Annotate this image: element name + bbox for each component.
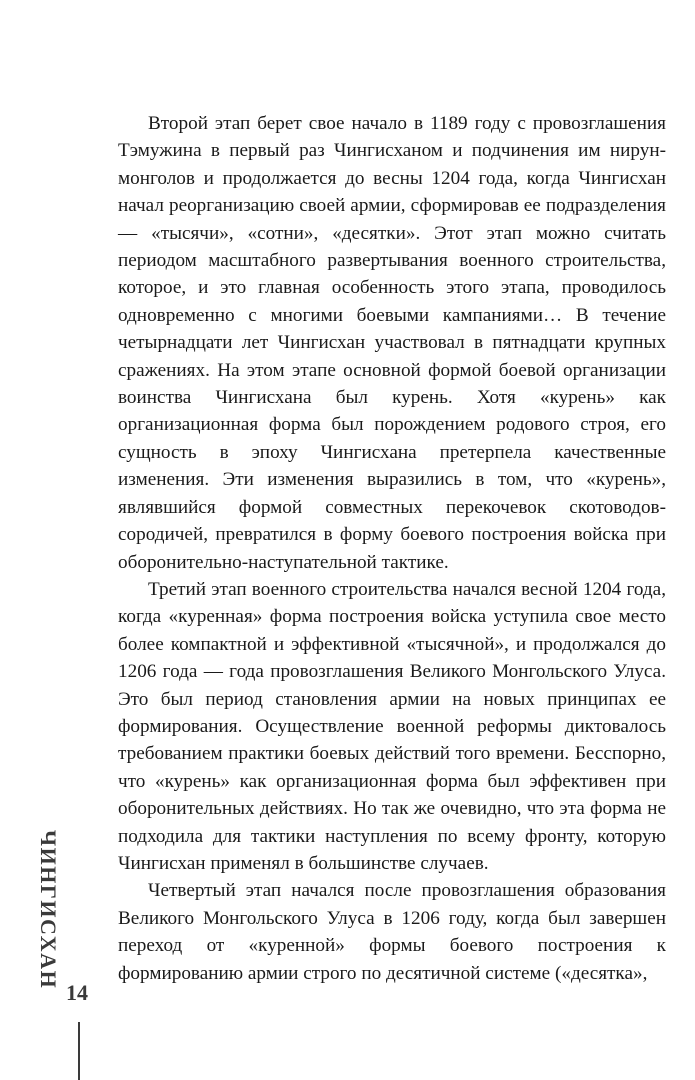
page-number: 14	[66, 980, 88, 1005]
paragraph-fourth-stage: Четвертый этап начался после провозглашения образования Великого Монгольского Улуса в 1206 году, когда был завершен переход от «куренной» формы боевого построения к формированию армии строго по десятичной системе («десятка»,	[118, 880, 666, 984]
paragraph-second-stage: Второй этап берет свое начало в 1189 году с провозглашения Тэмужина в первый раз Чингисханом и подчинения им нирун-монголов и продолжается до весны 1204 года, когда Чингисхан начал реорганизацию своей армии, сформировав ее подразделения — «тысячи», «сотни», «десятки». Этот этап можно считать периодом масштабного развертывания военного строительства, которое, и это главная особенность этого этапа, проводилось одновременно с многими боевыми кампаниями… В течение четырнадцати лет Чингисхан участвовал в пятнадцати крупных сражениях. На этом этапе основной формой боевой организации воинства Чингисхана был курень. Хотя «курень» как организационная форма был порождением родового строя, его сущность в эпоху Чингисхана претерпела качественные изменения. Эти изменения выразились в том, что «курень», являвшийся формой совместных перекочевок скотоводов-сородичей, превратился в форму боевого построения войска при оборонительно-наступательной тактике.	[118, 113, 666, 573]
body-text	[118, 110, 666, 987]
paragraph-third-stage: Третий этап военного строительства начался весной 1204 года, когда «куренная» форма построения войска уступила свое место более компактной и эффективной «тысячной», и продолжался до 1206 года — года провозглашения Великого Монгольского Улуса. Это был период становления армии на новых принципах ее формирования. Осуществление военной реформы диктовалось требованием практики боевых действий того времени. Бесспорно, что «курень» как организационная форма был эффективен при оборонительных действиях. Но так же очевидно, что эта форма не подходила для тактики наступления по всему фронту, которую Чингисхан применял в большинстве случаев.	[118, 578, 666, 874]
margin-rule	[78, 1022, 80, 1080]
running-head-title: ЧИНГИСХАН	[36, 830, 61, 990]
running-head	[31, 830, 61, 1000]
